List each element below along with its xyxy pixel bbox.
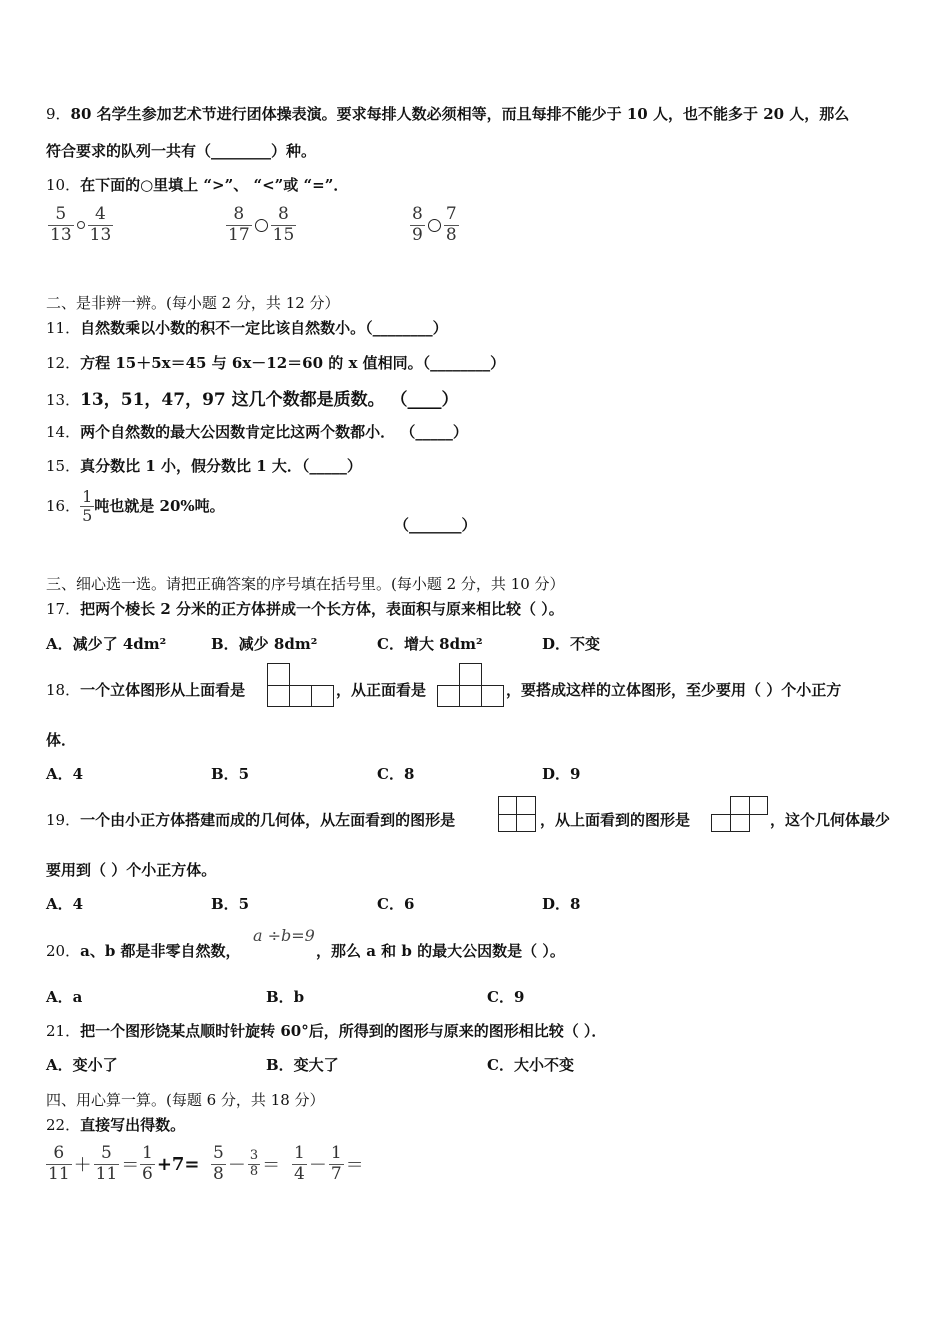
option-c[interactable]: C．大小不变 <box>487 1056 574 1074</box>
option-c[interactable]: C．9 <box>487 988 525 1006</box>
question-20: 20．a、b 都是非零自然数， <box>46 942 241 960</box>
section-4-title: 四、用心算一算。(每题 6 分，共 18 分） <box>46 1091 325 1109</box>
question-19: 19．一个由小正方体搭建而成的几何体，从左面看到的图形是 <box>46 811 456 829</box>
fraction: $\frac{8}{9}$ <box>412 204 423 245</box>
option-b[interactable]: B．减少 8dm² <box>211 635 318 653</box>
question-20-text-b: ，那么 a 和 b 的最大公因数是（ ）。 <box>316 942 565 960</box>
equation: a ÷b=9 <box>253 926 315 945</box>
question-text: 在下面的○里填上 “>”、 “<”或 “=”． <box>80 176 349 194</box>
fraction: $\frac{6}{11}$ <box>48 1143 70 1184</box>
question-18: 18．一个立体图形从上面看是 <box>46 681 246 699</box>
fraction: $\frac{8}{15}$ <box>272 204 295 245</box>
question-17: 17．把两个棱长 2 分米的正方体拼成一个长方体，表面积与原来相比较（ ）。 <box>46 600 564 618</box>
fraction: $\frac{5}{8}$ <box>213 1143 224 1184</box>
answer-circle[interactable] <box>77 221 85 229</box>
fraction: $\frac{5}{13}$ <box>50 204 72 245</box>
question-13: 13．13，51，47，97 这几个数都是质数。 （____） <box>46 390 459 410</box>
option-d[interactable]: D．不变 <box>542 635 601 653</box>
top-view-figure <box>711 796 768 832</box>
calc-expression-3: $\frac{5}{8}$ － $\frac{3}{8}$ ＝ <box>213 1143 281 1184</box>
fraction: $\frac{7}{8}$ <box>445 204 457 245</box>
option-d[interactable]: D．8 <box>542 895 581 913</box>
option-b[interactable]: B．5 <box>211 895 250 913</box>
question-18-text-c: ，要搭成这样的立体图形，至少要用（ ）个小正方 <box>506 681 842 699</box>
option-b[interactable]: B．变大了 <box>266 1056 339 1074</box>
answer-circle[interactable] <box>428 219 441 232</box>
option-a[interactable]: A．变小了 <box>46 1056 118 1074</box>
option-a[interactable]: A．减少了 4dm² <box>46 635 167 653</box>
question-12: 12．方程 15＋5x＝45 与 6x－12＝60 的 x 值相同。（________） <box>46 354 506 372</box>
question-18-text-b: ，从正面看是 <box>336 681 427 699</box>
compare-pair-3 <box>410 205 459 245</box>
question-16: 16． $\frac{1}{5}$ 吨也就是 20%吨。 <box>46 487 225 526</box>
option-d[interactable]: D．9 <box>542 765 581 783</box>
section-3-title: 三、细心选一选。请把正确答案的序号填在括号里。(每小题 2 分，共 10 分） <box>46 575 565 593</box>
fraction: $\frac{1}{4}$ <box>294 1143 305 1184</box>
compare-pair-1 <box>48 205 113 245</box>
question-22: 22．直接写出得数。 <box>46 1116 186 1134</box>
answer-circle[interactable] <box>255 219 268 232</box>
calc-expression-4: $\frac{1}{4}$ － $\frac{1}{7}$ ＝ <box>294 1143 364 1184</box>
front-view-figure <box>437 663 504 707</box>
question-number: 9． <box>46 105 71 123</box>
question-15: 15．真分数比 1 小，假分数比 1 大．（_____） <box>46 457 362 475</box>
fraction: $\frac{1}{5}$ <box>82 487 93 526</box>
question-18-line2: 体． <box>46 731 77 749</box>
question-19-text-c: ，这个几何体最少 <box>770 811 891 829</box>
option-b[interactable]: B．b <box>266 988 305 1006</box>
section-2-title: 二、是非辨一辨。(每小题 2 分，共 12 分） <box>46 294 340 312</box>
option-c[interactable]: C．6 <box>377 895 415 913</box>
calc-expression-2: $\frac{1}{6}$ +7= <box>142 1143 200 1184</box>
option-b[interactable]: B．5 <box>211 765 250 783</box>
option-a[interactable]: A．4 <box>46 895 84 913</box>
question-10 <box>46 174 348 195</box>
question-9-line2: 符合要求的队列一共有（________）种。 <box>46 142 317 160</box>
question-number: 10． <box>46 176 81 194</box>
question-9 <box>46 103 849 124</box>
question-19-line2: 要用到（ ）个小正方体。 <box>46 861 217 879</box>
question-11: 11．自然数乘以小数的积不一定比该自然数小。（________） <box>46 319 448 337</box>
fraction: $\frac{1}{6}$ <box>142 1143 153 1184</box>
question-text: 80 名学生参加艺术节进行团体操表演。要求每排人数必须相等，而且每排不能少于 10 人，也不能多于 20 人，那么 <box>70 105 850 123</box>
fraction: $\frac{4}{13}$ <box>89 204 112 245</box>
option-a[interactable]: A．4 <box>46 765 84 783</box>
option-c[interactable]: C．8 <box>377 765 415 783</box>
fraction: $\frac{3}{8}$ <box>249 1147 259 1179</box>
option-a[interactable]: A．a <box>46 988 83 1006</box>
compare-pair-2 <box>226 205 296 245</box>
question-19-text-b: ，从上面看到的图形是 <box>540 811 691 829</box>
fraction: $\frac{8}{17}$ <box>228 204 250 245</box>
calc-expression-1: $\frac{6}{11}$ ＋ $\frac{5}{11}$ ＝ <box>48 1143 140 1184</box>
fraction: $\frac{1}{7}$ <box>330 1143 342 1184</box>
option-c[interactable]: C．增大 8dm² <box>377 635 483 653</box>
top-view-figure <box>267 663 334 707</box>
question-14: 14．两个自然数的最大公因数肯定比这两个数都小． （_____） <box>46 423 468 441</box>
left-view-figure <box>498 796 536 832</box>
question-21: 21．把一个图形饶某点顺时针旋转 60°后，所得到的图形与原来的图形相比较（ ）． <box>46 1022 607 1040</box>
fraction: $\frac{5}{11}$ <box>95 1143 118 1184</box>
question-16-blank[interactable]: （_______） <box>394 516 477 534</box>
